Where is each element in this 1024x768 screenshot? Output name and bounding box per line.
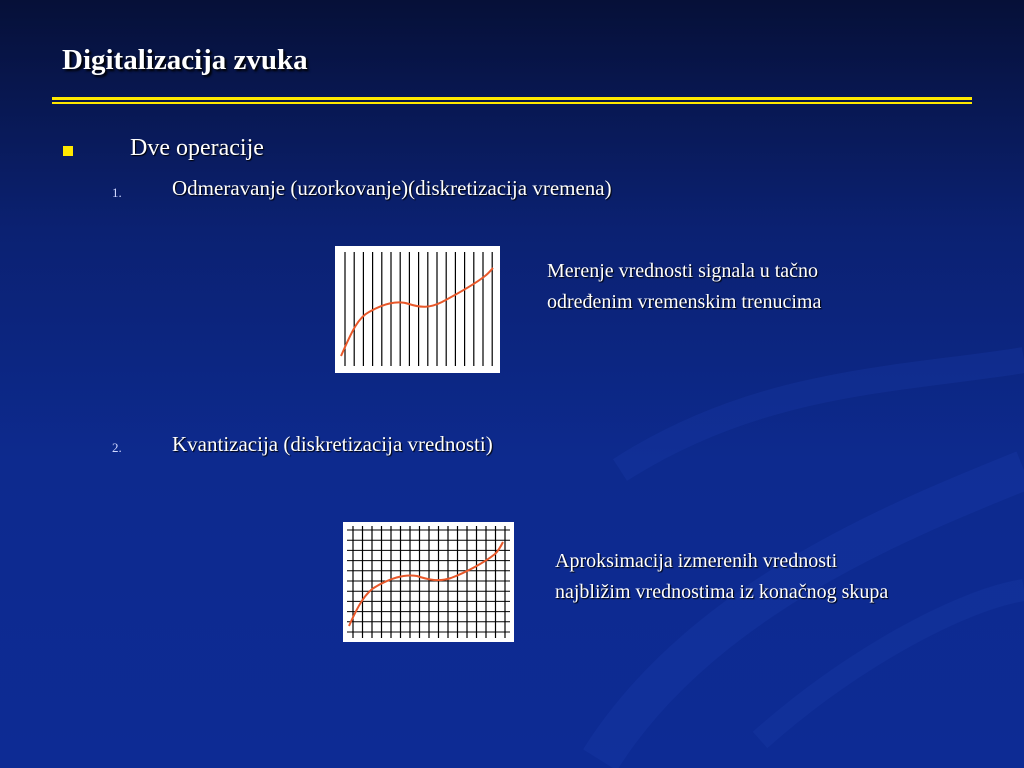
- slide-title: Digitalizacija zvuka: [62, 44, 308, 76]
- item-number: 1.: [112, 185, 122, 200]
- caption-line: najbližim vrednostima iz konačnog skupa: [555, 581, 889, 603]
- quantization-chart: [343, 522, 514, 642]
- caption-line: Aproksimacija izmerenih vrednosti: [555, 550, 838, 572]
- sampling-caption: [547, 256, 821, 318]
- item-number: 2.: [112, 440, 122, 455]
- quantization-caption: [555, 546, 888, 608]
- bullet-text: Dve operacije: [130, 135, 264, 161]
- title-divider: [52, 97, 972, 100]
- sampling-chart: [335, 246, 500, 373]
- quantization-figure: [343, 522, 514, 642]
- item-text-quantization: Kvantizacija (diskretizacija vrednosti): [172, 432, 493, 456]
- item-text-sampling: Odmeravanje (uzorkovanje)(diskretizacija vremena): [172, 176, 612, 200]
- caption-line: Merenje vrednosti signala u tačno: [547, 260, 819, 282]
- sampling-figure: [335, 246, 500, 373]
- square-bullet-icon: [63, 146, 73, 156]
- title-divider-secondary: [52, 102, 972, 104]
- caption-line: određenim vremenskim trenucima: [547, 291, 822, 313]
